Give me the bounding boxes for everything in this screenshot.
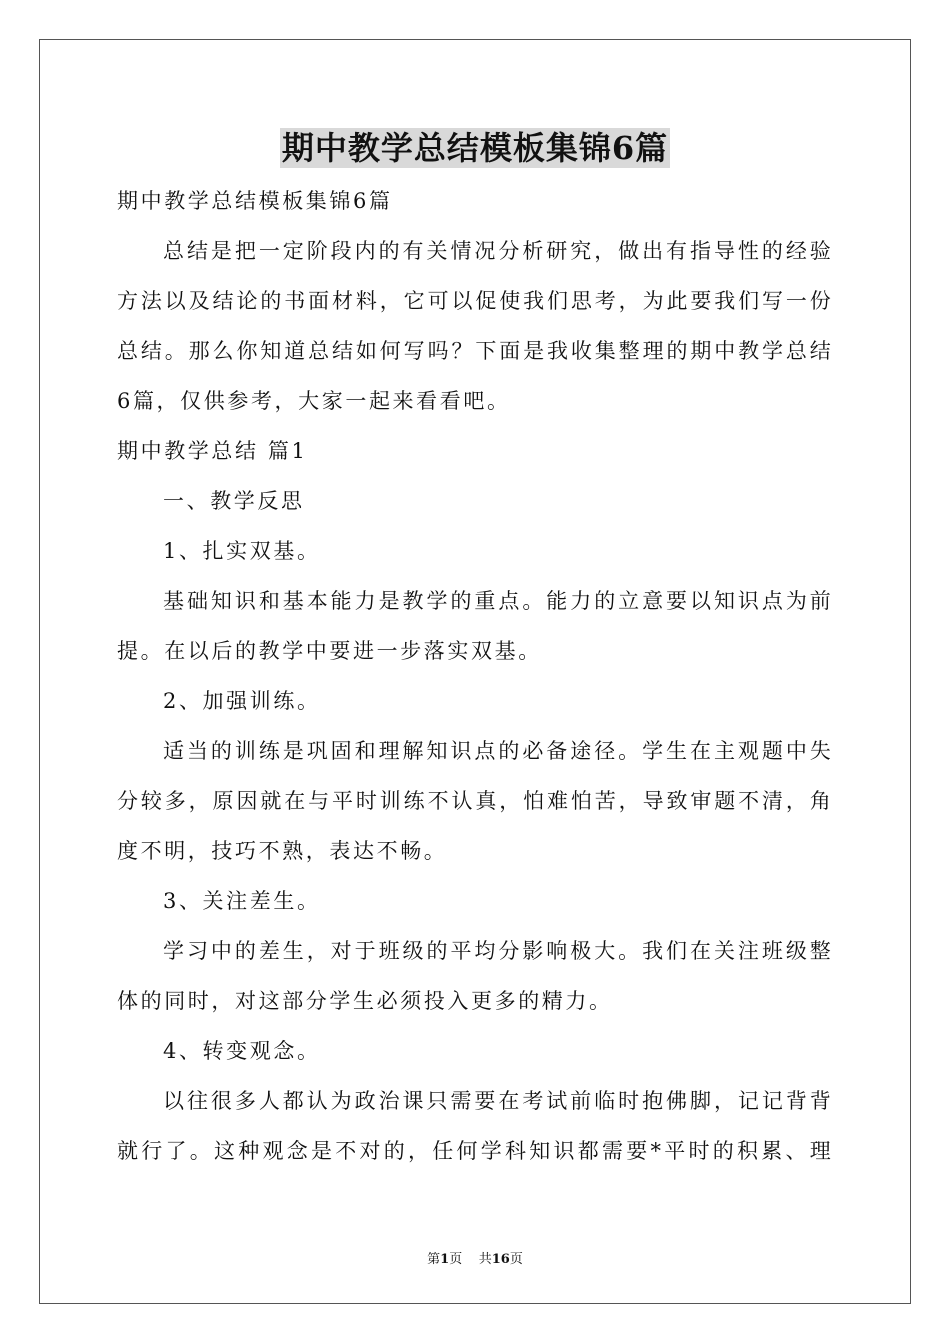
text-line: 6篇，仅供参考，大家一起来看看吧。 (117, 389, 511, 413)
title-container (0, 128, 950, 168)
total-pages: 16 (491, 1252, 510, 1267)
page-suffix: 页 (449, 1252, 463, 1267)
text-line: 期中教学总结模板集锦6篇 (117, 189, 393, 213)
text-line: 1、扎实双基。 (163, 539, 321, 563)
text-line: 基础知识和基本能力是教学的重点。能力的立意要以知识点为前 (163, 589, 833, 613)
total-suffix: 页 (509, 1252, 523, 1267)
document-title: 期中教学总结模板集锦6篇 (281, 129, 669, 167)
text-line: 期中教学总结 篇1 (117, 439, 308, 463)
text-line: 总结。那么你知道总结如何写吗？下面是我收集整理的期中教学总结 (117, 339, 833, 363)
total-prefix: 共 (478, 1252, 492, 1267)
text-line: 就行了。这种观念是不对的，任何学科知识都需要*平时的积累、理 (117, 1139, 833, 1163)
text-line: 总结是把一定阶段内的有关情况分析研究，做出有指导性的经验 (163, 239, 833, 263)
text-line: 提。在以后的教学中要进一步落实双基。 (117, 639, 542, 663)
document-body (117, 176, 833, 1176)
text-line: 2、加强训练。 (163, 689, 321, 713)
text-line: 3、关注差生。 (163, 889, 321, 913)
page-number: 1 (440, 1252, 450, 1267)
text-line: 方法以及结论的书面材料，它可以促使我们思考，为此要我们写一份 (117, 289, 833, 313)
text-line: 体的同时，对这部分学生必须投入更多的精力。 (117, 989, 613, 1013)
text-line: 适当的训练是巩固和理解知识点的必备途径。学生在主观题中失 (163, 739, 833, 763)
text-line: 学习中的差生，对于班级的平均分影响极大。我们在关注班级整 (163, 939, 833, 963)
text-line: 一、教学反思 (163, 489, 305, 513)
text-line: 4、转变观念。 (163, 1039, 321, 1063)
page-footer (0, 1248, 950, 1267)
text-line: 度不明，技巧不熟，表达不畅。 (117, 839, 448, 863)
page-prefix: 第 (427, 1252, 441, 1267)
text-line: 分较多，原因就在与平时训练不认真，怕难怕苦，导致审题不清，角 (117, 789, 833, 813)
text-line: 以往很多人都认为政治课只需要在考试前临时抱佛脚，记记背背 (163, 1089, 833, 1113)
